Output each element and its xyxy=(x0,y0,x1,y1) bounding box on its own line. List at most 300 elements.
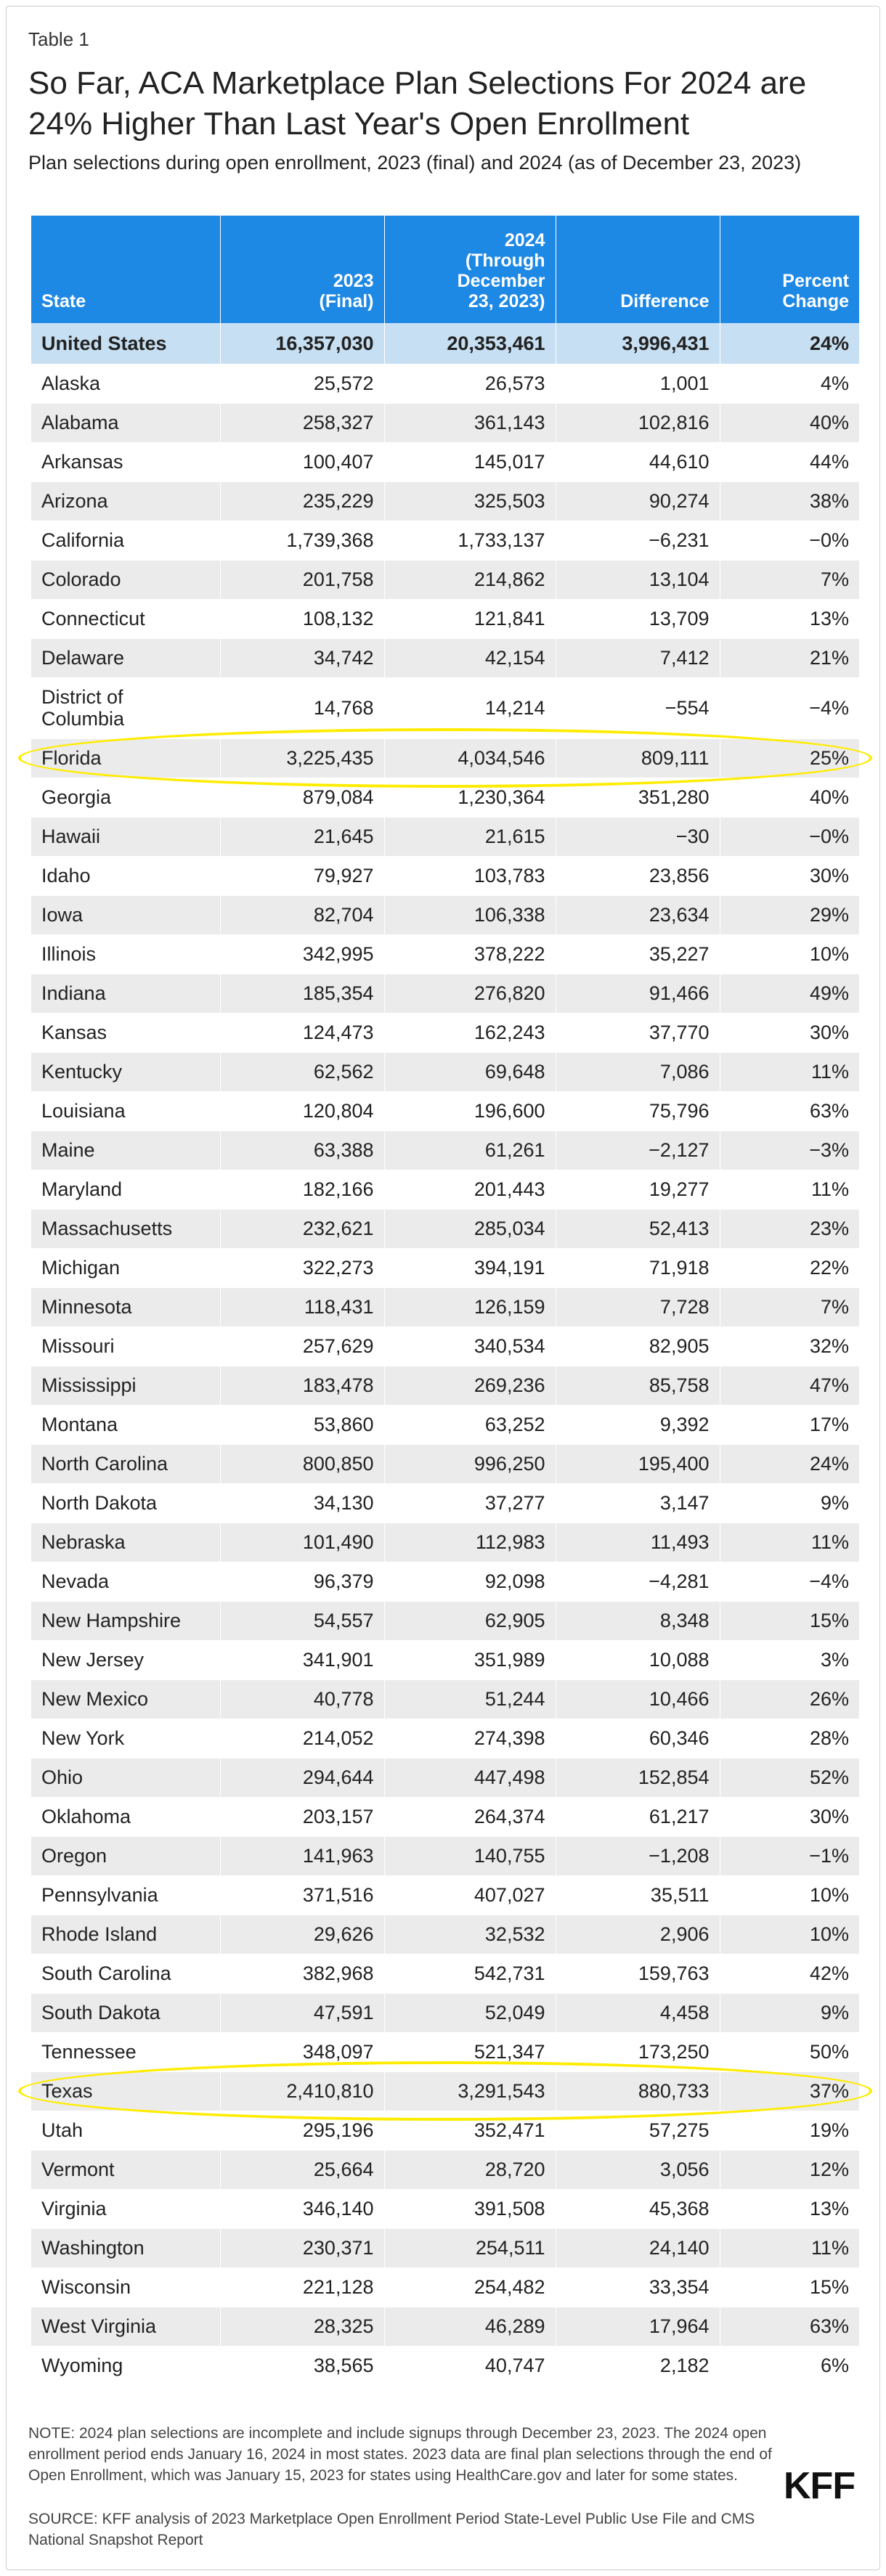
cell-2023: 1,739,368 xyxy=(220,521,384,560)
cell-state: Connecticut xyxy=(31,599,220,638)
table-row xyxy=(31,1091,859,1130)
cell-percent-change: 12% xyxy=(720,2150,859,2189)
cell-2023: 47,591 xyxy=(220,1993,384,2032)
table-row xyxy=(31,1170,859,1209)
cell-state: North Dakota xyxy=(31,1483,220,1523)
table-row xyxy=(31,677,859,738)
cell-difference: 60,346 xyxy=(556,1719,720,1758)
cell-2023: 235,229 xyxy=(220,481,384,521)
column-header-2024 xyxy=(384,216,556,323)
cell-percent-change: 25% xyxy=(720,738,859,778)
cell-2023: 100,407 xyxy=(220,442,384,481)
cell-difference: 61,217 xyxy=(556,1797,720,1836)
cell-2024: 61,261 xyxy=(384,1130,556,1170)
cell-difference: 82,905 xyxy=(556,1326,720,1366)
footnote-note: NOTE: 2024 plan selections are incomplete and include signups through December 23, 2023. The 2024 open enrollment period ends January 16, 2024 in most states. 2023 data are final plan selections through the end of Open Enrollment, which was January 15, 2023 for states using HealthCare.gov and later for some states. xyxy=(28,2425,772,2484)
cell-state: Kansas xyxy=(31,1013,220,1052)
cell-percent-change: 10% xyxy=(720,1915,859,1954)
cell-2024: 63,252 xyxy=(384,1405,556,1444)
cell-difference: 7,086 xyxy=(556,1052,720,1091)
cell-2024: 46,289 xyxy=(384,2307,556,2346)
cell-percent-change: 37% xyxy=(720,2071,859,2111)
cell-percent-change: 40% xyxy=(720,778,859,817)
cell-2024: 26,573 xyxy=(384,364,556,403)
cell-2023: 34,130 xyxy=(220,1483,384,1523)
cell-percent-change: 11% xyxy=(720,1170,859,1209)
cell-percent-change: 13% xyxy=(720,599,859,638)
cell-2024: 62,905 xyxy=(384,1601,556,1640)
cell-percent-change: 15% xyxy=(720,1601,859,1640)
cell-percent-change: 30% xyxy=(720,1797,859,1836)
cell-state: Wyoming xyxy=(31,2346,220,2385)
page-subtitle: Plan selections during open enrollment, 2023 (final) and 2024 (as of December 23, 2023) xyxy=(28,152,802,174)
cell-2023: 322,273 xyxy=(220,1248,384,1287)
cell-percent-change: 26% xyxy=(720,1679,859,1719)
table-row xyxy=(31,1640,859,1679)
cell-2023: 124,473 xyxy=(220,1013,384,1052)
column-header-line: 2024 xyxy=(504,230,545,250)
cell-2023: 29,626 xyxy=(220,1915,384,1954)
cell-2024: 196,600 xyxy=(384,1091,556,1130)
table-row xyxy=(31,481,859,521)
cell-2023: 82,704 xyxy=(220,895,384,934)
cell-percent-change: 17% xyxy=(720,1405,859,1444)
cell-2024: 542,731 xyxy=(384,1954,556,1993)
cell-2023: 120,804 xyxy=(220,1091,384,1130)
table-row xyxy=(31,1209,859,1248)
cell-difference: −4,281 xyxy=(556,1562,720,1601)
table-body xyxy=(31,323,859,2385)
cell-2023: 54,557 xyxy=(220,1601,384,1640)
cell-difference: 3,056 xyxy=(556,2150,720,2189)
cell-state: Indiana xyxy=(31,974,220,1013)
cell-difference: 2,182 xyxy=(556,2346,720,2385)
cell-difference: 7,412 xyxy=(556,638,720,677)
column-header-line: (Through xyxy=(465,250,545,271)
cell-percent-change: 30% xyxy=(720,1013,859,1052)
column-header-line: December xyxy=(457,271,545,291)
cell-state: Nebraska xyxy=(31,1523,220,1562)
cell-difference: 91,466 xyxy=(556,974,720,1013)
cell-difference: 7,728 xyxy=(556,1287,720,1326)
table-header-row xyxy=(31,216,859,323)
cell-2024: 264,374 xyxy=(384,1797,556,1836)
table-row xyxy=(31,1523,859,1562)
column-header-line: Difference xyxy=(620,291,710,311)
cell-state: South Dakota xyxy=(31,1993,220,2032)
table-row xyxy=(31,1248,859,1287)
cell-difference: 10,466 xyxy=(556,1679,720,1719)
cell-state: Delaware xyxy=(31,638,220,677)
cell-2024: 106,338 xyxy=(384,895,556,934)
table-row xyxy=(31,1915,859,1954)
cell-percent-change: 42% xyxy=(720,1954,859,1993)
cell-percent-change: 63% xyxy=(720,1091,859,1130)
cell-2023: 62,562 xyxy=(220,1052,384,1091)
cell-2023: 232,621 xyxy=(220,1209,384,1248)
cell-state: Oregon xyxy=(31,1836,220,1875)
cell-2024: 3,291,543 xyxy=(384,2071,556,2111)
cell-difference: 45,368 xyxy=(556,2189,720,2228)
cell-state: Ohio xyxy=(31,1758,220,1797)
cell-2023: 348,097 xyxy=(220,2032,384,2071)
table-row xyxy=(31,1444,859,1483)
cell-difference: 35,511 xyxy=(556,1875,720,1915)
cell-difference: 8,348 xyxy=(556,1601,720,1640)
cell-state: Mississippi xyxy=(31,1366,220,1405)
cell-2024: 32,532 xyxy=(384,1915,556,1954)
cell-difference: 57,275 xyxy=(556,2111,720,2150)
cell-percent-change: 24% xyxy=(720,323,859,364)
cell-state: Wisconsin xyxy=(31,2267,220,2307)
footnote-source: SOURCE: KFF analysis of 2023 Marketplace Open Enrollment Period State-Level Public Use File and CMS National Snapshot Report xyxy=(28,2511,755,2548)
cell-2023: 108,132 xyxy=(220,599,384,638)
cell-2023: 201,758 xyxy=(220,560,384,599)
cell-2023: 63,388 xyxy=(220,1130,384,1170)
cell-difference: 11,493 xyxy=(556,1523,720,1562)
table-card xyxy=(6,6,880,2570)
cell-2024: 352,471 xyxy=(384,2111,556,2150)
table-row xyxy=(31,1405,859,1444)
cell-difference: 9,392 xyxy=(556,1405,720,1444)
table-row xyxy=(31,638,859,677)
cell-percent-change: 29% xyxy=(720,895,859,934)
table-row xyxy=(31,738,859,778)
cell-2024: 140,755 xyxy=(384,1836,556,1875)
table-label: Table 1 xyxy=(28,28,89,50)
cell-2024: 126,159 xyxy=(384,1287,556,1326)
cell-state: New Jersey xyxy=(31,1640,220,1679)
cell-percent-change: 7% xyxy=(720,1287,859,1326)
cell-percent-change: −0% xyxy=(720,817,859,856)
table-row xyxy=(31,856,859,895)
column-header-state xyxy=(31,216,220,323)
table-row xyxy=(31,521,859,560)
cell-percent-change: 32% xyxy=(720,1326,859,1366)
cell-2024: 447,498 xyxy=(384,1758,556,1797)
cell-percent-change: 19% xyxy=(720,2111,859,2150)
column-header-line: 23, 2023) xyxy=(468,291,545,311)
cell-difference: 37,770 xyxy=(556,1013,720,1052)
cell-percent-change: 11% xyxy=(720,2228,859,2267)
cell-difference: 152,854 xyxy=(556,1758,720,1797)
cell-state: Tennessee xyxy=(31,2032,220,2071)
cell-2023: 382,968 xyxy=(220,1954,384,1993)
cell-2023: 203,157 xyxy=(220,1797,384,1836)
cell-2024: 269,236 xyxy=(384,1366,556,1405)
cell-difference: 351,280 xyxy=(556,778,720,817)
cell-2023: 40,778 xyxy=(220,1679,384,1719)
table-row xyxy=(31,2111,859,2150)
cell-percent-change: −4% xyxy=(720,1562,859,1601)
cell-2024: 276,820 xyxy=(384,974,556,1013)
cell-2024: 407,027 xyxy=(384,1875,556,1915)
cell-percent-change: 10% xyxy=(720,1875,859,1915)
table-row xyxy=(31,1719,859,1758)
cell-percent-change: −3% xyxy=(720,1130,859,1170)
cell-percent-change: 11% xyxy=(720,1052,859,1091)
cell-difference: 809,111 xyxy=(556,738,720,778)
cell-2023: 258,327 xyxy=(220,403,384,442)
cell-difference: 35,227 xyxy=(556,934,720,974)
cell-2023: 38,565 xyxy=(220,2346,384,2385)
table-row xyxy=(31,1326,859,1366)
kff-logo: KFF xyxy=(784,2465,855,2507)
cell-state: Arizona xyxy=(31,481,220,521)
table-row xyxy=(31,1875,859,1915)
cell-2023: 14,768 xyxy=(220,677,384,738)
cell-difference: 3,996,431 xyxy=(556,323,720,364)
cell-percent-change: 52% xyxy=(720,1758,859,1797)
cell-2024: 521,347 xyxy=(384,2032,556,2071)
cell-state: Virginia xyxy=(31,2189,220,2228)
cell-2024: 42,154 xyxy=(384,638,556,677)
column-header-line: (Final) xyxy=(319,291,374,311)
table-row xyxy=(31,1287,859,1326)
cell-2023: 96,379 xyxy=(220,1562,384,1601)
table-row xyxy=(31,1483,859,1523)
cell-percent-change: 10% xyxy=(720,934,859,974)
cell-state: Kentucky xyxy=(31,1052,220,1091)
cell-2024: 254,511 xyxy=(384,2228,556,2267)
cell-2023: 182,166 xyxy=(220,1170,384,1209)
cell-percent-change: −0% xyxy=(720,521,859,560)
cell-state: United States xyxy=(31,323,220,364)
cell-difference: 23,856 xyxy=(556,856,720,895)
table-row xyxy=(31,442,859,481)
table-row xyxy=(31,1052,859,1091)
cell-difference: 102,816 xyxy=(556,403,720,442)
cell-state: Rhode Island xyxy=(31,1915,220,1954)
cell-percent-change: 22% xyxy=(720,1248,859,1287)
cell-difference: 13,709 xyxy=(556,599,720,638)
cell-2024: 361,143 xyxy=(384,403,556,442)
table-row xyxy=(31,934,859,974)
cell-2024: 285,034 xyxy=(384,1209,556,1248)
cell-difference: 71,918 xyxy=(556,1248,720,1287)
cell-2023: 79,927 xyxy=(220,856,384,895)
cell-percent-change: −4% xyxy=(720,677,859,738)
cell-state: District of Columbia xyxy=(31,677,220,738)
cell-2024: 40,747 xyxy=(384,2346,556,2385)
cell-percent-change: 11% xyxy=(720,1523,859,1562)
cell-2024: 254,482 xyxy=(384,2267,556,2307)
cell-percent-change: 63% xyxy=(720,2307,859,2346)
cell-2024: 996,250 xyxy=(384,1444,556,1483)
cell-2024: 37,277 xyxy=(384,1483,556,1523)
column-header-percent-change xyxy=(720,216,859,323)
table-row xyxy=(31,1679,859,1719)
cell-2024: 52,049 xyxy=(384,1993,556,2032)
cell-difference: −6,231 xyxy=(556,521,720,560)
cell-2023: 118,431 xyxy=(220,1287,384,1326)
cell-2024: 1,230,364 xyxy=(384,778,556,817)
cell-2023: 341,901 xyxy=(220,1640,384,1679)
page-title: So Far, ACA Marketplace Plan Selections For 2024 are 24% Higher Than Last Year's Open Enrollment xyxy=(28,65,807,142)
cell-2023: 257,629 xyxy=(220,1326,384,1366)
table-row xyxy=(31,403,859,442)
cell-2024: 214,862 xyxy=(384,560,556,599)
table-row xyxy=(31,1562,859,1601)
column-header-line: Change xyxy=(782,291,849,311)
cell-state: Iowa xyxy=(31,895,220,934)
cell-state: Alaska xyxy=(31,364,220,403)
cell-2023: 371,516 xyxy=(220,1875,384,1915)
cell-2024: 51,244 xyxy=(384,1679,556,1719)
cell-percent-change: 6% xyxy=(720,2346,859,2385)
cell-2024: 378,222 xyxy=(384,934,556,974)
cell-percent-change: 4% xyxy=(720,364,859,403)
table-row xyxy=(31,2307,859,2346)
cell-2024: 394,191 xyxy=(384,1248,556,1287)
cell-state: Nevada xyxy=(31,1562,220,1601)
cell-state: Hawaii xyxy=(31,817,220,856)
cell-2024: 14,214 xyxy=(384,677,556,738)
enrollment-table xyxy=(31,216,859,2386)
table-row xyxy=(31,560,859,599)
cell-2023: 25,572 xyxy=(220,364,384,403)
cell-difference: 90,274 xyxy=(556,481,720,521)
cell-percent-change: 50% xyxy=(720,2032,859,2071)
table-row xyxy=(31,2032,859,2071)
table-row xyxy=(31,1366,859,1405)
cell-difference: −554 xyxy=(556,677,720,738)
cell-state: New York xyxy=(31,1719,220,1758)
table-row xyxy=(31,1013,859,1052)
cell-2024: 274,398 xyxy=(384,1719,556,1758)
column-header-line: Percent xyxy=(782,271,849,291)
cell-state: Washington xyxy=(31,2228,220,2267)
cell-state: Maryland xyxy=(31,1170,220,1209)
cell-state: New Hampshire xyxy=(31,1601,220,1640)
cell-2023: 185,354 xyxy=(220,974,384,1013)
cell-2024: 103,783 xyxy=(384,856,556,895)
cell-difference: 1,001 xyxy=(556,364,720,403)
table-row xyxy=(31,895,859,934)
table-row xyxy=(31,778,859,817)
cell-2023: 800,850 xyxy=(220,1444,384,1483)
cell-difference: 10,088 xyxy=(556,1640,720,1679)
cell-state: California xyxy=(31,521,220,560)
table-row xyxy=(31,1993,859,2032)
table-row xyxy=(31,974,859,1013)
table-row xyxy=(31,2228,859,2267)
cell-difference: 85,758 xyxy=(556,1366,720,1405)
column-header-line: State xyxy=(41,291,86,311)
table-row xyxy=(31,1797,859,1836)
cell-difference: −2,127 xyxy=(556,1130,720,1170)
table-row xyxy=(31,2346,859,2385)
cell-state: Colorado xyxy=(31,560,220,599)
cell-percent-change: 49% xyxy=(720,974,859,1013)
cell-difference: −30 xyxy=(556,817,720,856)
column-header-difference xyxy=(556,216,720,323)
cell-2023: 53,860 xyxy=(220,1405,384,1444)
cell-percent-change: 28% xyxy=(720,1719,859,1758)
cell-2024: 1,733,137 xyxy=(384,521,556,560)
table-row xyxy=(31,1954,859,1993)
cell-percent-change: 24% xyxy=(720,1444,859,1483)
column-header-line: 2023 xyxy=(333,271,374,291)
cell-2023: 141,963 xyxy=(220,1836,384,1875)
cell-state: Idaho xyxy=(31,856,220,895)
cell-2023: 28,325 xyxy=(220,2307,384,2346)
cell-state: Utah xyxy=(31,2111,220,2150)
cell-difference: 23,634 xyxy=(556,895,720,934)
cell-difference: 2,906 xyxy=(556,1915,720,1954)
cell-state: West Virginia xyxy=(31,2307,220,2346)
cell-2024: 69,648 xyxy=(384,1052,556,1091)
cell-2023: 879,084 xyxy=(220,778,384,817)
cell-state: Texas xyxy=(31,2071,220,2111)
cell-2023: 342,995 xyxy=(220,934,384,974)
cell-state: Louisiana xyxy=(31,1091,220,1130)
cell-state: Michigan xyxy=(31,1248,220,1287)
cell-difference: 4,458 xyxy=(556,1993,720,2032)
cell-difference: 75,796 xyxy=(556,1091,720,1130)
cell-2023: 214,052 xyxy=(220,1719,384,1758)
column-header-2023 xyxy=(220,216,384,323)
table-row xyxy=(31,1130,859,1170)
table-row xyxy=(31,599,859,638)
total-row xyxy=(31,323,859,364)
cell-difference: 3,147 xyxy=(556,1483,720,1523)
cell-state: Georgia xyxy=(31,778,220,817)
cell-2024: 201,443 xyxy=(384,1170,556,1209)
cell-percent-change: 47% xyxy=(720,1366,859,1405)
table-row xyxy=(31,2189,859,2228)
cell-2024: 21,615 xyxy=(384,817,556,856)
cell-state: Vermont xyxy=(31,2150,220,2189)
cell-2023: 2,410,810 xyxy=(220,2071,384,2111)
cell-percent-change: 13% xyxy=(720,2189,859,2228)
cell-state: Arkansas xyxy=(31,442,220,481)
cell-difference: −1,208 xyxy=(556,1836,720,1875)
cell-percent-change: 9% xyxy=(720,1483,859,1523)
cell-2023: 230,371 xyxy=(220,2228,384,2267)
cell-2024: 325,503 xyxy=(384,481,556,521)
cell-difference: 173,250 xyxy=(556,2032,720,2071)
cell-state: Missouri xyxy=(31,1326,220,1366)
table-row xyxy=(31,1758,859,1797)
cell-state: Florida xyxy=(31,738,220,778)
cell-2023: 346,140 xyxy=(220,2189,384,2228)
cell-state: Oklahoma xyxy=(31,1797,220,1836)
table-row xyxy=(31,364,859,403)
cell-2024: 121,841 xyxy=(384,599,556,638)
cell-percent-change: 44% xyxy=(720,442,859,481)
cell-percent-change: 9% xyxy=(720,1993,859,2032)
cell-2023: 3,225,435 xyxy=(220,738,384,778)
table-row xyxy=(31,2267,859,2307)
cell-2024: 28,720 xyxy=(384,2150,556,2189)
cell-2023: 16,357,030 xyxy=(220,323,384,364)
cell-percent-change: 3% xyxy=(720,1640,859,1679)
cell-difference: 195,400 xyxy=(556,1444,720,1483)
cell-difference: 24,140 xyxy=(556,2228,720,2267)
cell-2024: 162,243 xyxy=(384,1013,556,1052)
cell-difference: 159,763 xyxy=(556,1954,720,1993)
cell-percent-change: 30% xyxy=(720,856,859,895)
cell-percent-change: 23% xyxy=(720,1209,859,1248)
cell-2024: 391,508 xyxy=(384,2189,556,2228)
cell-2024: 112,983 xyxy=(384,1523,556,1562)
cell-state: Illinois xyxy=(31,934,220,974)
cell-state: South Carolina xyxy=(31,1954,220,1993)
cell-difference: 880,733 xyxy=(556,2071,720,2111)
cell-percent-change: 38% xyxy=(720,481,859,521)
cell-percent-change: −1% xyxy=(720,1836,859,1875)
